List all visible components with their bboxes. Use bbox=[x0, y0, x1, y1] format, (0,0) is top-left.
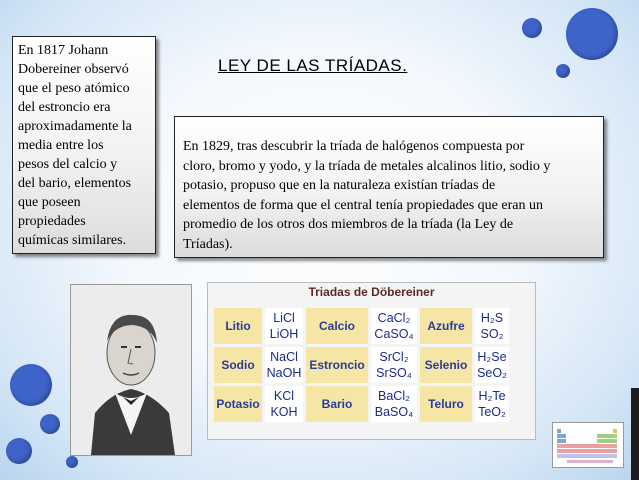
table-row bbox=[214, 308, 509, 344]
decor-circle bbox=[6, 438, 32, 464]
compound-cell: NaCl NaOH bbox=[265, 347, 303, 383]
element-cell: Estroncio bbox=[306, 347, 368, 383]
text-line: Dobereiner observó bbox=[18, 62, 129, 77]
triads-table bbox=[207, 282, 536, 440]
compound-cell: LiCl LiOH bbox=[265, 308, 303, 344]
text-line: aproximadamente la bbox=[18, 119, 132, 134]
compound-cell: CaCl₂ CaSO₄ bbox=[371, 308, 417, 344]
decor-circle bbox=[566, 8, 618, 60]
element-cell: Selenio bbox=[420, 347, 472, 383]
decor-circle bbox=[40, 414, 60, 434]
compound-cell: H₂Te TeO₂ bbox=[475, 386, 509, 422]
decor-circle bbox=[556, 64, 570, 78]
text-line: potasio, propuso que en la naturaleza existían tríadas de bbox=[183, 178, 496, 193]
compound-cell: KCl KOH bbox=[265, 386, 303, 422]
element-cell: Calcio bbox=[306, 308, 368, 344]
compound-cell: H₂Se SeO₂ bbox=[475, 347, 509, 383]
element-cell: Potasio bbox=[214, 386, 262, 422]
corner-bar bbox=[631, 388, 639, 480]
decor-circle bbox=[10, 364, 52, 406]
text-line: promedio de los otros dos miembros de la tríada (la Ley de bbox=[183, 217, 514, 232]
text-line: elementos de forma que el central tenía propiedades que eran un bbox=[183, 197, 543, 213]
text-line: químicas similares. bbox=[18, 233, 127, 248]
triads-grid bbox=[211, 305, 512, 425]
decor-circle bbox=[66, 456, 78, 468]
compound-cell: BaCl₂ BaSO₄ bbox=[371, 386, 417, 422]
text-line: media entre los bbox=[18, 138, 104, 153]
text-line: En 1817 Johann bbox=[18, 43, 109, 58]
table-row bbox=[214, 347, 509, 383]
text-line: En 1829, tras descubrir la tríada de halógenos compuesta por bbox=[183, 139, 525, 154]
text-line: propiedades bbox=[18, 214, 86, 229]
element-cell: Sodio bbox=[214, 347, 262, 383]
text-line: que el peso atómico bbox=[18, 81, 130, 96]
element-cell: Litio bbox=[214, 308, 262, 344]
left-text-box bbox=[12, 36, 156, 254]
right-text-box bbox=[174, 116, 604, 258]
compound-cell: H₂S SO₂ bbox=[475, 308, 509, 344]
compound-cell: SrCl₂ SrSO₄ bbox=[371, 347, 417, 383]
element-cell: Teluro bbox=[420, 386, 472, 422]
text-line: Tríadas). bbox=[183, 236, 233, 252]
periodic-table-thumbnail bbox=[552, 422, 624, 468]
slide-title: LEY DE LAS TRÍADAS. bbox=[218, 56, 408, 75]
element-cell: Bario bbox=[306, 386, 368, 422]
text-line: cloro, bromo y yodo, y la tríada de metales alcalinos litio, sodio y bbox=[183, 158, 551, 174]
text-line: pesos del calcio y bbox=[18, 157, 118, 172]
decor-circle bbox=[522, 18, 542, 38]
text-line: del bario, elementos bbox=[18, 176, 132, 191]
periodic-table-icon bbox=[553, 423, 623, 467]
element-cell: Azufre bbox=[420, 308, 472, 344]
text-line: que poseen bbox=[18, 195, 81, 210]
table-row bbox=[214, 386, 509, 422]
table-title: Triadas de Döbereiner bbox=[308, 285, 435, 299]
portrait-image bbox=[70, 284, 192, 456]
text-line: del estroncio era bbox=[18, 100, 111, 115]
portrait-sketch bbox=[71, 285, 191, 455]
